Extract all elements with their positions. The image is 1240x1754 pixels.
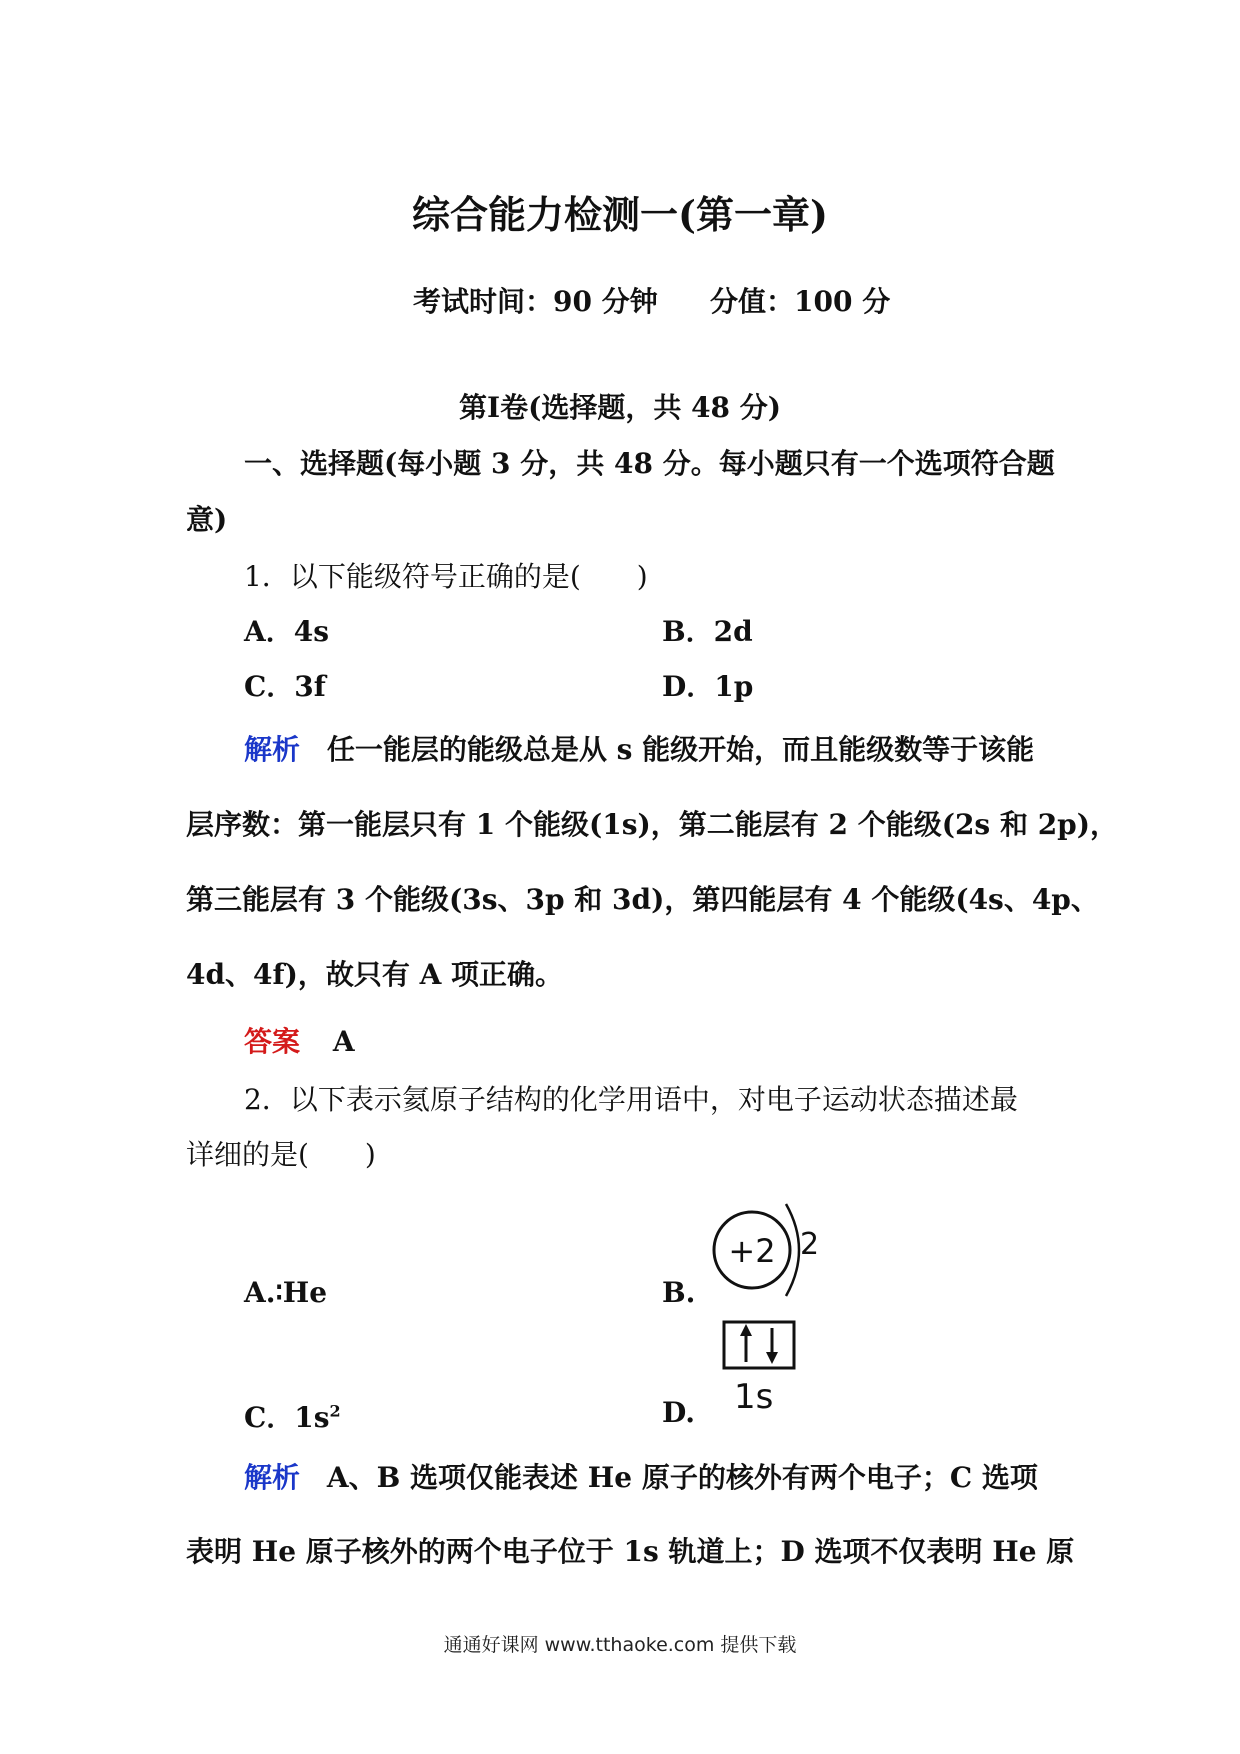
q2-option-c-text: C．1s [244,1401,330,1434]
q2-analysis-line1 [244,1456,1038,1496]
shell-electron-count: 2 [800,1227,820,1262]
atomic-structure-diagram [700,1196,820,1314]
q2-stem-line1: 2．以下表示氦原子结构的化学用语中，对电子运动状态描述最 [244,1083,1018,1116]
volume-heading: 第Ⅰ卷(选择题，共 48 分) [458,391,782,424]
q2-analysis-line2: 表明 He 原子核外的两个电子位于 1s 轨道上；D 选项不仅表明 He 原 [186,1535,1075,1568]
q1-answer-label: 答案 [244,1025,301,1058]
nucleus-charge: +2 [728,1232,776,1270]
q1-stem: 1．以下能级符号正确的是( ) [244,560,648,593]
exam-time: 考试时间：90 分钟 [413,285,658,318]
q2-option-c [244,1396,341,1436]
q2-option-d-label: D. [662,1396,696,1429]
q1-analysis-line4: 4d、4f)，故只有 A 项正确。 [186,958,564,991]
q2-analysis-label: 解析 [244,1461,301,1494]
q1-analysis-line3: 第三能层有 3 个能级(3s、3p 和 3d)，第四能层有 4 个能级(4s、4p、 [186,883,1099,916]
q2-stem-line2: 详细的是( ) [186,1138,376,1171]
footer-source: 通通好课网 www.tthaoke.com 提供下载 [443,1634,797,1656]
orbital-label: 1s [734,1377,774,1417]
section-instruction-line2: 意) [186,503,228,536]
orbital-diagram [716,1318,816,1428]
q1-analysis-line1 [244,728,1034,768]
page-title: 综合能力检测一(第一章) [412,192,828,237]
q1-option-b: B．2d [662,615,753,648]
total-score: 分值：100 分 [710,285,891,318]
q2-analysis-text1: A、B 选项仅能表述 He 原子的核外有两个电子；C 选项 [326,1461,1038,1494]
section-instruction-line1: 一、选择题(每小题 3 分，共 48 分。每小题只有一个选项符合题 [244,447,1055,480]
q1-option-a: A．4s [244,615,329,648]
q2-option-c-superscript: 2 [329,1401,341,1421]
q1-option-c: C．3f [244,670,326,703]
q1-analysis-text1: 任一能层的能级总是从 s 能级开始，而且能级数等于该能 [326,733,1035,766]
q1-answer [244,1020,355,1060]
q1-analysis-line2: 层序数：第一能层只有 1 个能级(1s)，第二能层有 2 个能级(2s 和 2p)， [186,808,1119,841]
q2-option-a: A.∶He [244,1276,328,1309]
q1-option-d: D．1p [662,670,754,703]
q2-option-b-label: B. [662,1276,696,1309]
q1-answer-value: A [332,1025,355,1058]
q1-analysis-label: 解析 [244,733,301,766]
